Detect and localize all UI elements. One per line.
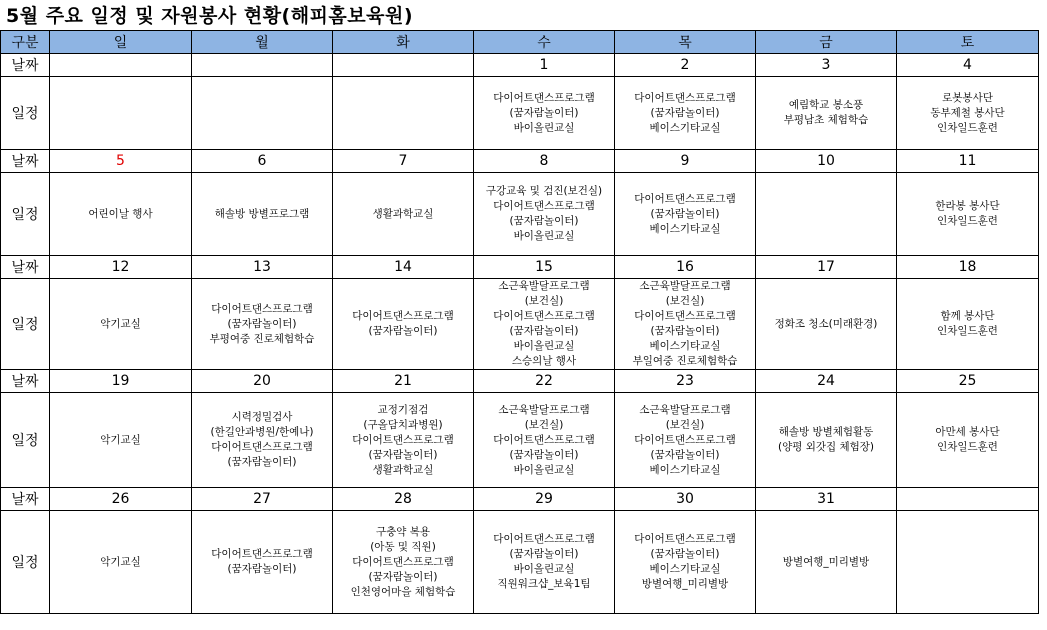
schedule-item: 로봇봉사단 xyxy=(942,91,993,104)
schedule-row xyxy=(1,173,1039,256)
schedule-item: 다이어트댄스프로그램 xyxy=(211,441,313,453)
schedule-cell xyxy=(615,511,756,614)
date-cell xyxy=(192,54,333,77)
schedule-cell xyxy=(50,173,192,256)
schedule-row xyxy=(1,77,1039,150)
page-title: 5월 주요 일정 및 자원봉사 현황(해피홈보육원) xyxy=(6,5,414,27)
header-wed: 수 xyxy=(474,31,615,54)
schedule-item: 구충약 복용 xyxy=(375,525,431,538)
schedule-cell xyxy=(897,279,1039,370)
header-thu: 목 xyxy=(615,31,756,54)
date-cell: 7 xyxy=(333,150,474,173)
schedule-item: 해솔방 방별체험활동 xyxy=(778,426,874,438)
header-category: 구분 xyxy=(1,31,50,54)
schedule-item: (꿈자람놀이터) xyxy=(650,548,720,560)
schedule-item: 인차일드훈련 xyxy=(937,325,998,337)
date-cell: 26 xyxy=(50,488,192,511)
schedule-item: 악기교실 xyxy=(100,317,141,330)
schedule-item: 한라봉 봉사단 xyxy=(935,200,1000,212)
schedule-cell xyxy=(333,393,474,488)
date-cell: 19 xyxy=(50,370,192,393)
schedule-cell xyxy=(192,173,333,256)
schedule-item: (꿈자람놀이터) xyxy=(227,456,297,468)
schedule-item: 다이어트댄스프로그램 xyxy=(634,433,736,446)
schedule-item: 다이어트댄스프로그램 xyxy=(493,433,595,446)
date-cell: 13 xyxy=(192,256,333,279)
schedule-item: (꿈자람놀이터) xyxy=(509,325,579,337)
date-cell: 4 xyxy=(897,54,1039,77)
schedule-item: 아만세 봉사단 xyxy=(935,426,1000,438)
date-cell: 10 xyxy=(756,150,897,173)
schedule-item: 다이어트댄스프로그램 xyxy=(493,533,595,545)
schedule-item: 다이어트댄스프로그램 xyxy=(634,91,736,104)
schedule-item: (꿈자람놀이터) xyxy=(509,106,579,119)
date-cell: 28 xyxy=(333,488,474,511)
schedule-cell xyxy=(474,173,615,256)
date-cell xyxy=(50,54,192,77)
date-cell: 12 xyxy=(50,256,192,279)
schedule-cell xyxy=(50,279,192,370)
schedule-item: 다이어트댄스프로그램 xyxy=(493,310,595,322)
date-cell: 27 xyxy=(192,488,333,511)
schedule-item: (꿈자람놀이터) xyxy=(509,448,579,461)
schedule-item: 바이올린교실 xyxy=(513,230,575,242)
schedule-item: 소근육발달프로그램 xyxy=(639,403,731,416)
header-sun: 일 xyxy=(50,31,192,54)
schedule-item: 다이어트댄스프로그램 xyxy=(634,192,736,205)
schedule-item: 스승의날 행사 xyxy=(511,355,577,367)
schedule-cell xyxy=(50,393,192,488)
schedule-item: 구강교육 및 검진(보건실) xyxy=(485,185,603,197)
date-label: 날짜 xyxy=(1,54,50,77)
schedule-item: 시력정밀검사 xyxy=(231,411,293,423)
schedule-item: 다이어트댄스프로그램 xyxy=(634,533,736,545)
schedule-item: 부일여중 진로체험학습 xyxy=(632,355,738,367)
schedule-item: 다이어트댄스프로그램 xyxy=(352,433,454,446)
schedule-cell xyxy=(897,173,1039,256)
schedule-item: 다이어트댄스프로그램 xyxy=(493,91,595,104)
date-cell: 29 xyxy=(474,488,615,511)
schedule-item: (꿈자람놀이터) xyxy=(650,448,720,461)
schedule-item: 인차일드훈련 xyxy=(937,121,998,134)
schedule-cell xyxy=(192,393,333,488)
date-cell: 31 xyxy=(756,488,897,511)
date-cell: 5 xyxy=(50,150,192,173)
schedule-item: 동부제철 봉사단 xyxy=(930,106,1005,119)
schedule-cell xyxy=(333,511,474,614)
date-cell: 6 xyxy=(192,150,333,173)
schedule-item: (보건실) xyxy=(665,295,705,307)
schedule-label: 일정 xyxy=(1,511,50,614)
schedule-item: 방별여행_미리별방 xyxy=(782,555,870,568)
schedule-cell xyxy=(333,279,474,370)
schedule-item: 소근육발달프로그램 xyxy=(498,280,590,292)
header-sat: 토 xyxy=(897,31,1039,54)
schedule-item: (꿈자람놀이터) xyxy=(368,325,438,337)
header-fri: 금 xyxy=(756,31,897,54)
schedule-label: 일정 xyxy=(1,393,50,488)
schedule-item: 다이어트댄스프로그램 xyxy=(211,548,313,560)
date-cell: 20 xyxy=(192,370,333,393)
schedule-item: 인차일드훈련 xyxy=(937,215,998,227)
date-cell: 24 xyxy=(756,370,897,393)
schedule-item: 다이어트댄스프로그램 xyxy=(634,310,736,322)
schedule-item: 해솔방 방별프로그램 xyxy=(214,207,310,220)
schedule-item: 바이올린교실 xyxy=(513,463,575,476)
schedule-item: (구올담치과병원) xyxy=(363,418,443,431)
schedule-item: 바이올린교실 xyxy=(513,340,575,352)
schedule-cell xyxy=(474,393,615,488)
date-row xyxy=(1,54,1039,77)
schedule-item: (보건실) xyxy=(665,418,705,431)
schedule-row xyxy=(1,279,1039,370)
date-label: 날짜 xyxy=(1,256,50,279)
schedule-item: (꿈자람놀이터) xyxy=(227,317,297,330)
schedule-label: 일정 xyxy=(1,77,50,150)
schedule-item: 함께 봉사단 xyxy=(940,310,995,322)
date-cell: 15 xyxy=(474,256,615,279)
schedule-item: 베이스기타교실 xyxy=(649,340,721,352)
schedule-item: (양평 외갓집 체험장) xyxy=(777,441,874,453)
date-cell: 17 xyxy=(756,256,897,279)
schedule-cell xyxy=(333,77,474,150)
date-cell: 9 xyxy=(615,150,756,173)
schedule-item: 바이올린교실 xyxy=(513,121,575,134)
date-row xyxy=(1,370,1039,393)
date-cell: 25 xyxy=(897,370,1039,393)
schedule-cell xyxy=(50,511,192,614)
schedule-item: 다이어트댄스프로그램 xyxy=(352,310,454,322)
schedule-item: 다이어트댄스프로그램 xyxy=(211,302,313,315)
schedule-item: (꿈자람놀이터) xyxy=(509,215,579,227)
date-row xyxy=(1,150,1039,173)
schedule-row xyxy=(1,393,1039,488)
date-cell: 21 xyxy=(333,370,474,393)
date-cell: 11 xyxy=(897,150,1039,173)
schedule-cell xyxy=(615,77,756,150)
date-cell: 22 xyxy=(474,370,615,393)
schedule-cell xyxy=(897,393,1039,488)
schedule-item: (꿈자람놀이터) xyxy=(368,448,438,461)
date-cell: 8 xyxy=(474,150,615,173)
date-cell xyxy=(333,54,474,77)
schedule-cell xyxy=(474,511,615,614)
schedule-cell xyxy=(474,279,615,370)
schedule-item: 교정기점검 xyxy=(377,403,429,416)
schedule-cell xyxy=(897,511,1039,614)
schedule-item: 방별여행_미리별방 xyxy=(641,578,729,590)
schedule-cell xyxy=(192,77,333,150)
schedule-item: 부평여중 진로체험학습 xyxy=(209,332,315,345)
schedule-item: (꿈자람놀이터) xyxy=(227,563,297,575)
schedule-cell xyxy=(192,279,333,370)
schedule-cell xyxy=(192,511,333,614)
date-cell: 18 xyxy=(897,256,1039,279)
schedule-item: 다이어트댄스프로그램 xyxy=(493,200,595,212)
schedule-item: (꿈자람놀이터) xyxy=(509,548,579,560)
schedule-cell xyxy=(756,173,897,256)
schedule-cell xyxy=(756,279,897,370)
schedule-item: 인천영어마을 체험학습 xyxy=(350,585,456,598)
schedule-item: (한길안과병원/한예나) xyxy=(210,426,314,438)
schedule-cell xyxy=(333,173,474,256)
schedule-item: 정화조 청소(미래환경) xyxy=(774,317,878,330)
schedule-item: 직원워크샵_보육1팀 xyxy=(497,578,591,590)
schedule-item: 인차일드훈련 xyxy=(937,441,998,453)
schedule-item: 베이스기타교실 xyxy=(649,121,721,134)
schedule-cell xyxy=(474,77,615,150)
schedule-item: (꿈자람놀이터) xyxy=(650,325,720,337)
schedule-item: 베이스기타교실 xyxy=(649,222,721,235)
schedule-item: (꿈자람놀이터) xyxy=(650,106,720,119)
schedule-cell xyxy=(615,393,756,488)
schedule-label: 일정 xyxy=(1,279,50,370)
schedule-item: (보건실) xyxy=(524,418,564,431)
schedule-item: (꿈자람놀이터) xyxy=(368,570,438,583)
date-cell: 2 xyxy=(615,54,756,77)
date-row xyxy=(1,256,1039,279)
schedule-cell xyxy=(756,393,897,488)
schedule-item: 생활과학교실 xyxy=(372,463,434,476)
schedule-item: 베이스기타교실 xyxy=(649,563,721,575)
schedule-cell xyxy=(897,77,1039,150)
schedule-item: (아동 및 직원) xyxy=(370,540,436,553)
date-cell: 14 xyxy=(333,256,474,279)
header-tue: 화 xyxy=(333,31,474,54)
schedule-item: 소근육발달프로그램 xyxy=(639,280,731,292)
date-label: 날짜 xyxy=(1,370,50,393)
schedule-item: 소근육발달프로그램 xyxy=(498,403,590,416)
schedule-item: 바이올린교실 xyxy=(513,563,575,575)
header-row xyxy=(1,31,1039,54)
schedule-cell xyxy=(615,279,756,370)
date-row xyxy=(1,488,1039,511)
schedule-row xyxy=(1,511,1039,614)
schedule-item: 예림학교 봉소풍 xyxy=(788,99,864,111)
schedule-label: 일정 xyxy=(1,173,50,256)
date-cell: 16 xyxy=(615,256,756,279)
schedule-item: 다이어트댄스프로그램 xyxy=(352,555,454,568)
date-cell: 30 xyxy=(615,488,756,511)
schedule-cell xyxy=(615,173,756,256)
schedule-table xyxy=(0,30,1039,614)
date-cell xyxy=(897,488,1039,511)
schedule-item: 부평남초 체험학습 xyxy=(783,114,869,126)
schedule-item: 어린이날 행사 xyxy=(88,207,153,220)
schedule-cell xyxy=(756,511,897,614)
schedule-item: (꿈자람놀이터) xyxy=(650,207,720,220)
schedule-item: 악기교실 xyxy=(100,555,141,568)
header-mon: 월 xyxy=(192,31,333,54)
schedule-item: 악기교실 xyxy=(100,433,141,446)
date-cell: 1 xyxy=(474,54,615,77)
date-cell: 23 xyxy=(615,370,756,393)
schedule-item: 베이스기타교실 xyxy=(649,463,721,476)
date-cell: 3 xyxy=(756,54,897,77)
schedule-cell xyxy=(756,77,897,150)
date-label: 날짜 xyxy=(1,150,50,173)
schedule-item: 생활과학교실 xyxy=(372,207,434,220)
schedule-item: (보건실) xyxy=(524,295,564,307)
date-label: 날짜 xyxy=(1,488,50,511)
schedule-cell xyxy=(50,77,192,150)
